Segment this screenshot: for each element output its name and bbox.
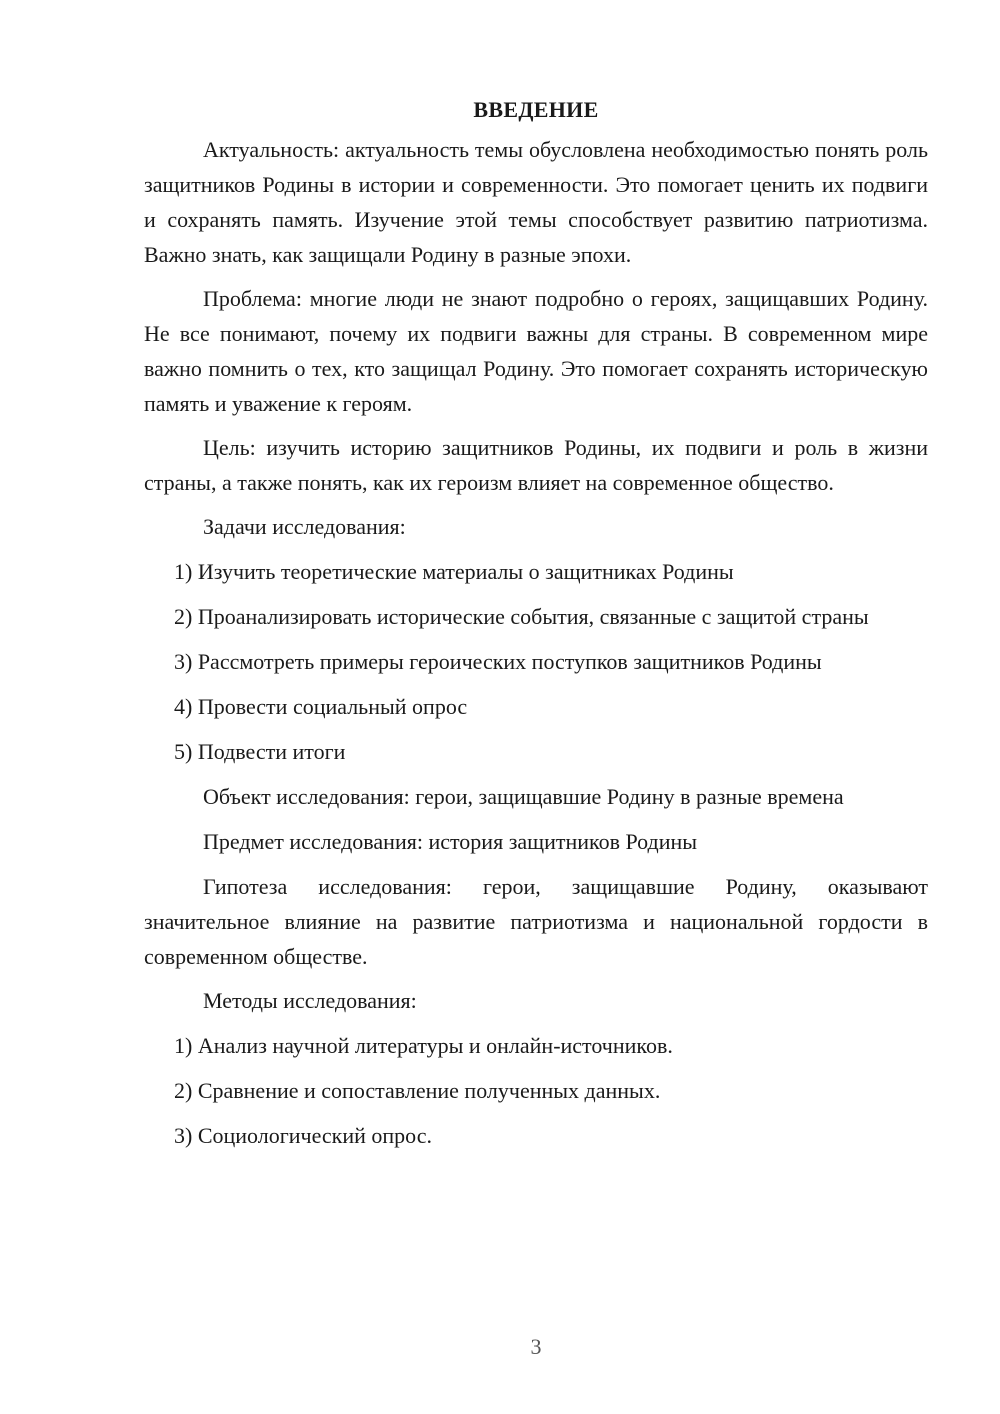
page-content bbox=[144, 96, 928, 1163]
method-item: 2) Сравнение и сопоставление полученных данных. bbox=[174, 1078, 661, 1103]
task-item: 5) Подвести итоги bbox=[174, 739, 346, 764]
research-object: Объект исследования: герои, защищавшие Родину в разные времена bbox=[203, 784, 844, 809]
problem-paragraph: Проблема: многие люди не знают подробно о героях, защищавших Родину. Не все понимают, почему их подвиги важны для страны. В современном мире важно помнить о тех, кто защищал Родину. Это помогает сохранять историческую память и уважение к героям. bbox=[144, 286, 928, 416]
page-number: 3 bbox=[530, 1334, 542, 1359]
goal-paragraph: Цель: изучить историю защитников Родины, их подвиги и роль в жизни страны, а также понять, как их героизм влияет на современное общество. bbox=[144, 435, 928, 495]
method-item: 3) Социологический опрос. bbox=[174, 1123, 432, 1148]
research-hypothesis: Гипотеза исследования: герои, защищавшие Родину, оказывают значительное влияние на развитие патриотизма и национальной гордости в современном обществе. bbox=[144, 874, 928, 969]
section-heading: ВВЕДЕНИЕ bbox=[473, 97, 599, 122]
tasks-label: Задачи исследования: bbox=[203, 514, 406, 539]
method-item: 1) Анализ научной литературы и онлайн-источников. bbox=[174, 1033, 673, 1058]
methods-label: Методы исследования: bbox=[203, 988, 417, 1013]
task-item: 3) Рассмотреть примеры героических поступков защитников Родины bbox=[174, 649, 822, 674]
relevance-paragraph: Актуальность: актуальность темы обусловлена необходимостью понять роль защитников Родины в истории и современности. Это помогает ценить их подвиги и сохранять память. Изучение этой темы способствует развитию патриотизма. Важно знать, как защищали Родину в разные эпохи. bbox=[144, 137, 928, 267]
task-item: 1) Изучить теоретические материалы о защитниках Родины bbox=[174, 559, 734, 584]
task-item: 4) Провести социальный опрос bbox=[174, 694, 468, 719]
task-item: 2) Проанализировать исторические события, связанные с защитой страны bbox=[174, 604, 869, 629]
research-subject: Предмет исследования: история защитников Родины bbox=[203, 829, 698, 854]
